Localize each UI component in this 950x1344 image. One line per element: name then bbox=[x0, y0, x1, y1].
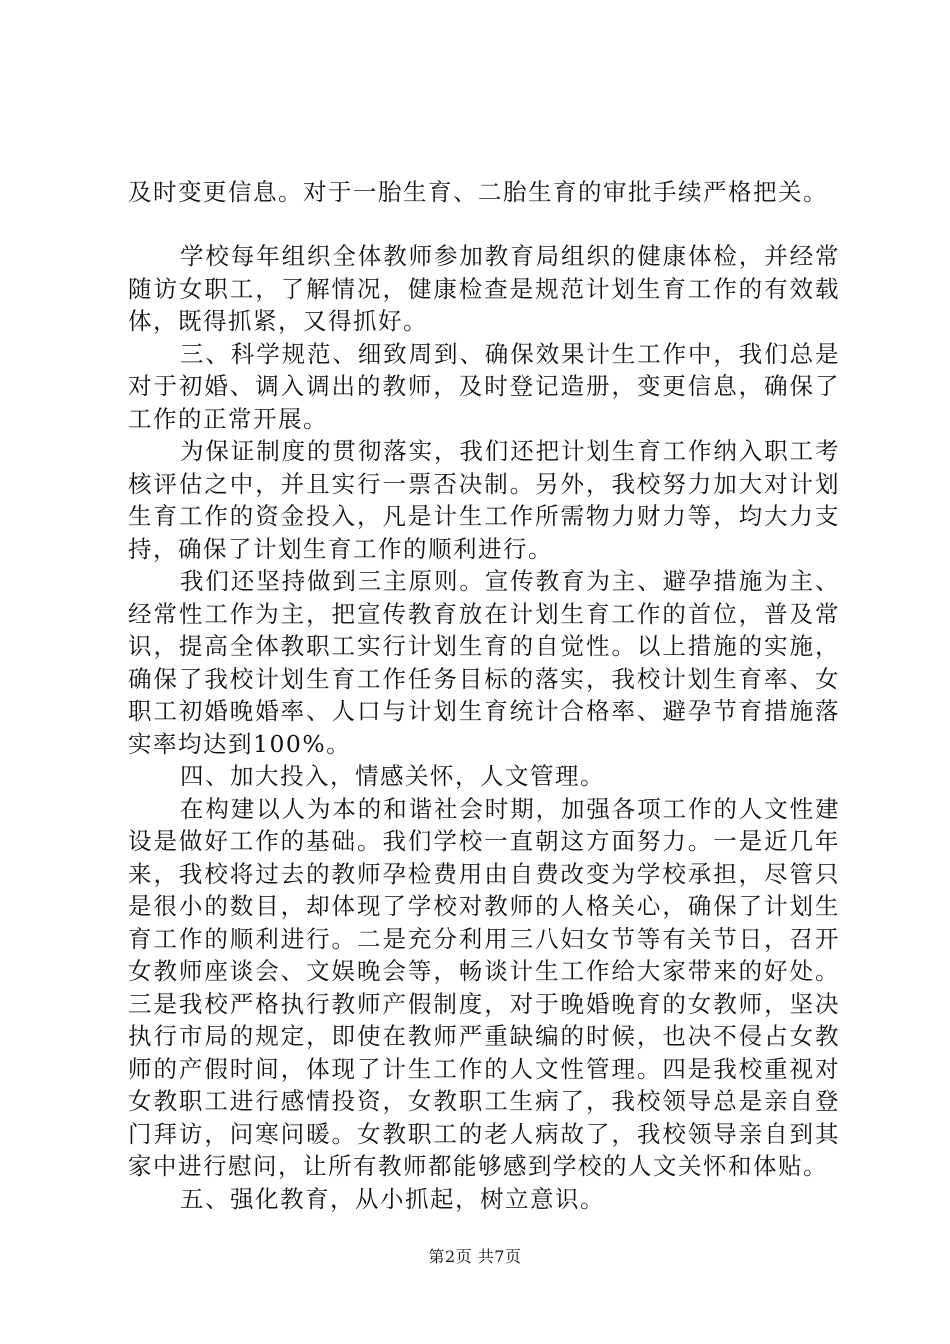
paragraph-continuation: 及时变更信息。对于一胎生育、二胎生育的审批手续严格把关。 bbox=[128, 178, 828, 206]
section-heading-four: 四、加大投入，情感关怀，人文管理。 bbox=[180, 762, 605, 790]
page-number-footer: 第2页 共7页 bbox=[428, 1247, 522, 1266]
paragraph-system-implementation: 为保证制度的贯彻落实，我们还把计划生育工作纳入职工考核评估之中，并且实行一票否决制。另外，我校努力加大对计划生育工作的资金投入，凡是计生工作所需物力财力等，均大力支持，确保了计划生育工作的顺利进行。 bbox=[128, 437, 840, 563]
section-heading-five: 五、强化教育，从小抓起，树立意识。 bbox=[180, 1184, 605, 1213]
paragraph-three-principles: 我们还坚持做到三主原则。宣传教育为主、避孕措施为主、经常性工作为主，把宣传教育放在计划生育工作的首位，普及常识，提高全体教职工实行计划生育的自觉性。以上措施的实施，确保了我校计划生育工作任务目标的落实，我校计划生育率、女职工初婚晚婚率、人口与计划生育统计合格率、避孕节育措施落实率均达到100%。 bbox=[128, 567, 840, 758]
document-body bbox=[128, 240, 840, 1215]
paragraph-health-check: 学校每年组织全体教师参加教育局组织的健康体检，并经常随访女职工，了解情况，健康检查是规范计划生育工作的有效载体，既得抓紧，又得抓好。 bbox=[128, 242, 840, 335]
paragraph-section-three: 三、科学规范、细致周到、确保效果计生工作中，我们总是对于初婚、调入调出的教师，及时登记造册，变更信息，确保了工作的正常开展。 bbox=[128, 339, 840, 433]
paragraph-humanistic-management: 在构建以人为本的和谐社会时期，加强各项工作的人文性建设是做好工作的基础。我们学校一直朝这方面努力。一是近几年来，我校将过去的教师孕检费用由自费改变为学校承担，尽管只是很小的数目，却体现了学校对教师的人格关心，确保了计划生育工作的顺利进行。二是充分利用三八妇女节等有关节日，召开女教师座谈会、文娱晚会等，畅谈计生工作给大家带来的好处。三是我校严格执行教师产假制度，对于晚婚晚育的女教师，坚决执行市局的规定，即使在教师严重缺编的时候，也决不侵占女教师的产假时间，体现了计生工作的人文性管理。四是我校重视对女教职工进行感情投资，女教职工生病了，我校领导总是亲自登门拜访，问寒问暖。女教职工的老人病故了，我校领导亲自到其家中进行慰问，让所有教师都能够感到学校的人文关怀和体贴。 bbox=[128, 794, 840, 1180]
